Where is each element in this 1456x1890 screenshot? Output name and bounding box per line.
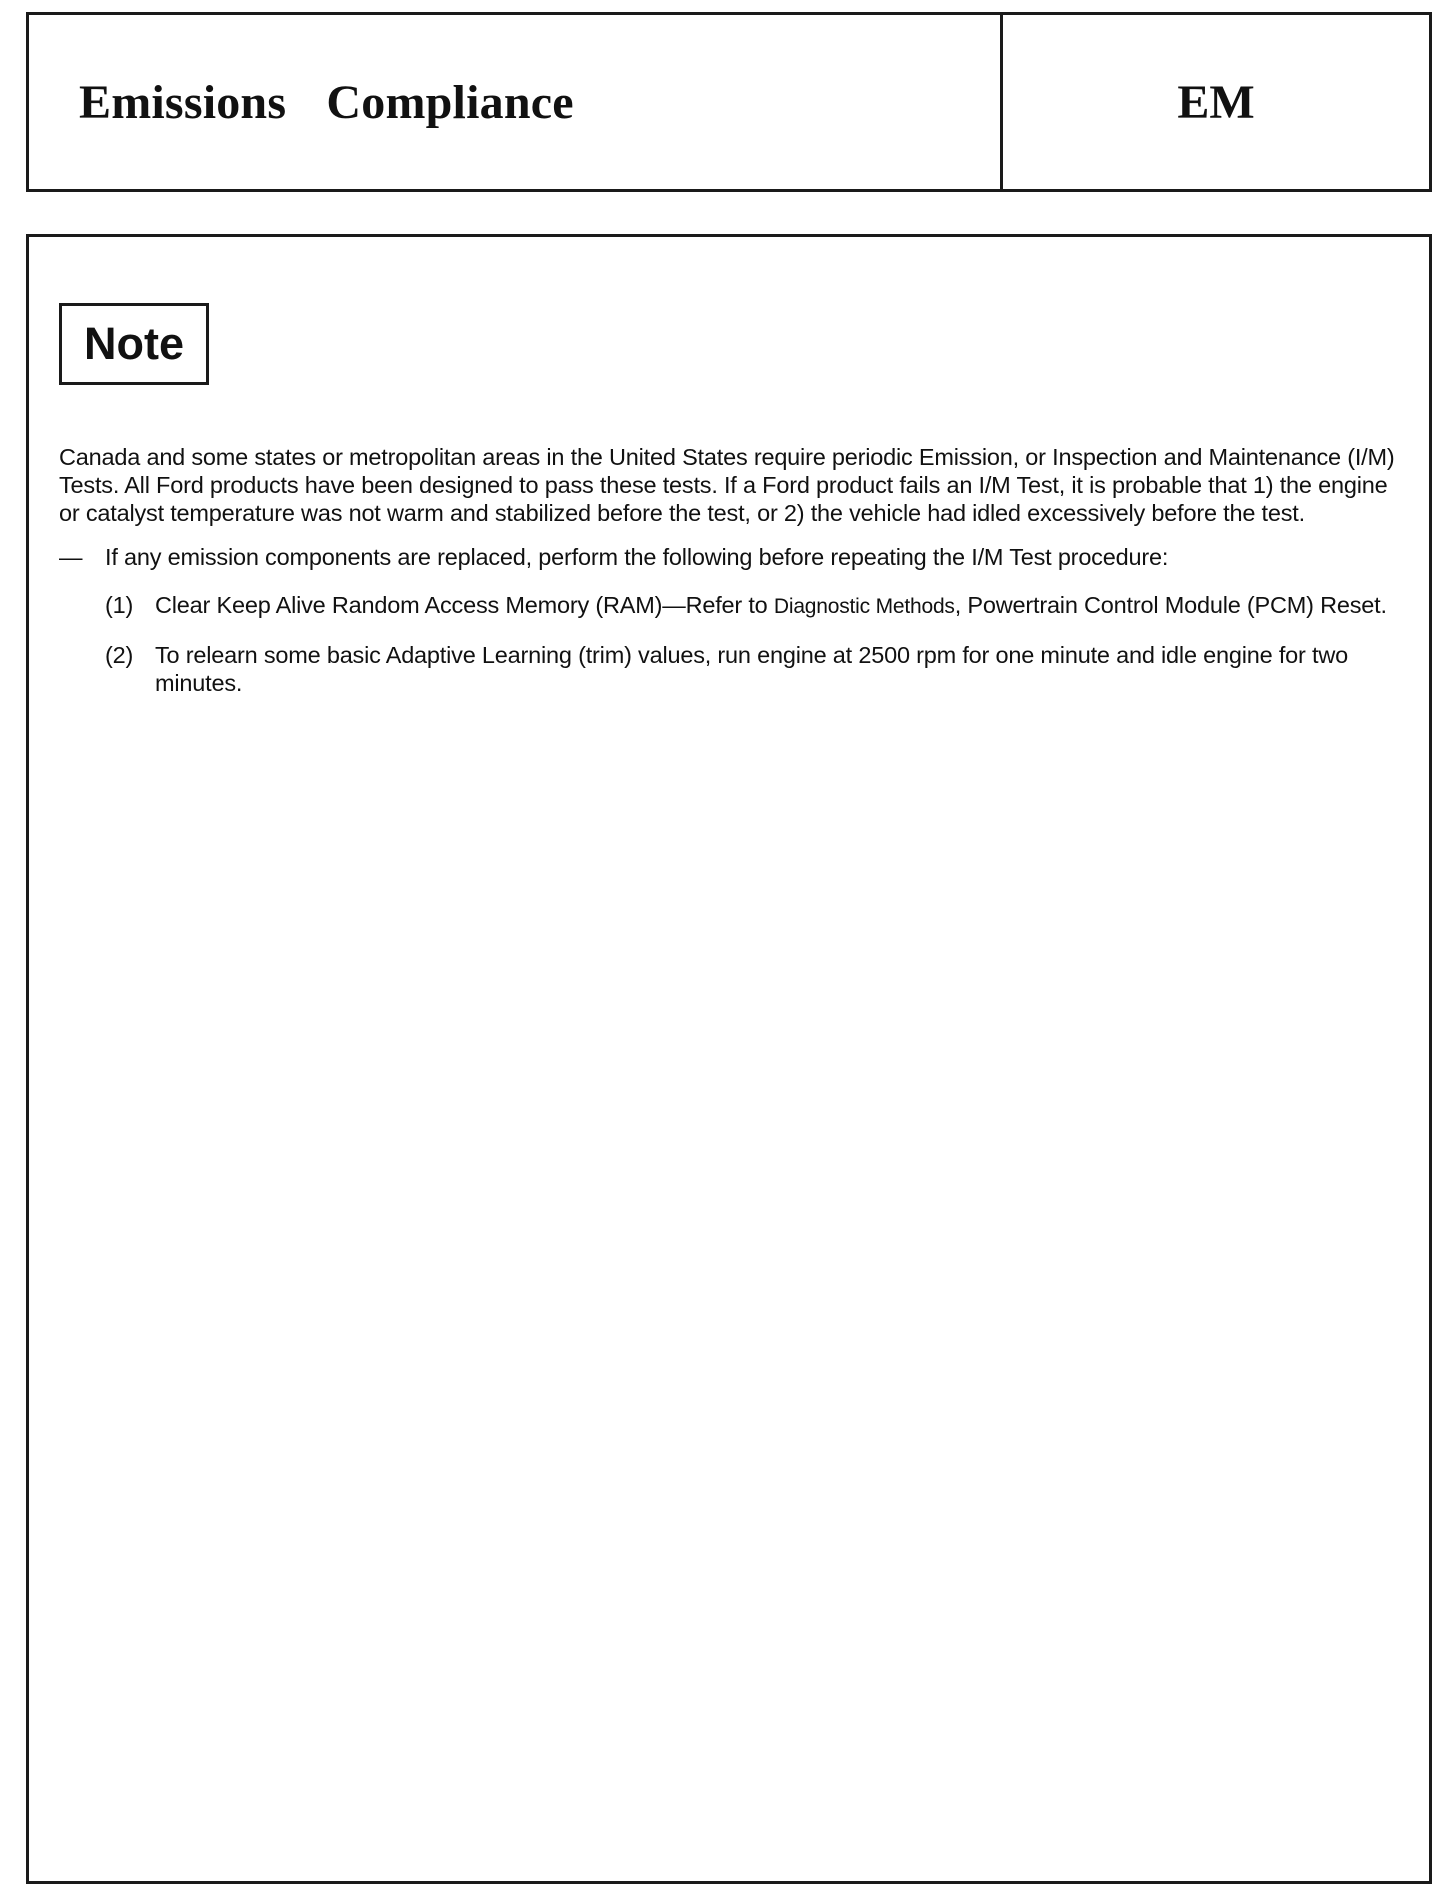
em-dash-bullet: —	[59, 544, 83, 570]
intro-paragraph: Canada and some states or metropolitan areas in the United States require periodic Emission, or Inspection and Maintenance (I/M) Tests. All Ford products have been designed to pass these tests. If a Ford product fails an I/M Test, it is probable that 1) the engine or catalyst temperature was not warm and stabilized before the test, or 2) the vehicle had idled excessively before the test.	[59, 444, 1395, 526]
page-header	[26, 12, 1432, 192]
note-label: Note	[59, 303, 209, 385]
reference-link-text: Diagnostic Methods	[773, 595, 955, 618]
step-text: To relearn some basic Adaptive Learning (trim) values, run engine at 2500 rpm for one minute and idle engine for two minutes.	[155, 642, 1348, 696]
note-body	[59, 443, 1409, 717]
step-item	[105, 591, 1409, 621]
step-number: (2)	[105, 642, 134, 668]
dash-item-text: If any emission components are replaced, perform the following before repeating the I/M Test procedure:	[105, 544, 1169, 570]
step-item	[105, 641, 1409, 697]
section-code: EM	[1000, 15, 1429, 189]
section-title: Emissions Compliance	[79, 75, 574, 129]
steps-list	[105, 591, 1409, 697]
dash-list-item	[59, 543, 1409, 571]
step-text-part: , Powertrain Control Module (PCM) Reset.	[954, 592, 1387, 618]
step-text-part: Clear Keep Alive Random Access Memory (RAM)—Refer to	[155, 592, 774, 618]
step-text	[155, 591, 1409, 621]
content-panel	[26, 234, 1432, 1884]
step-number: (1)	[105, 592, 134, 618]
